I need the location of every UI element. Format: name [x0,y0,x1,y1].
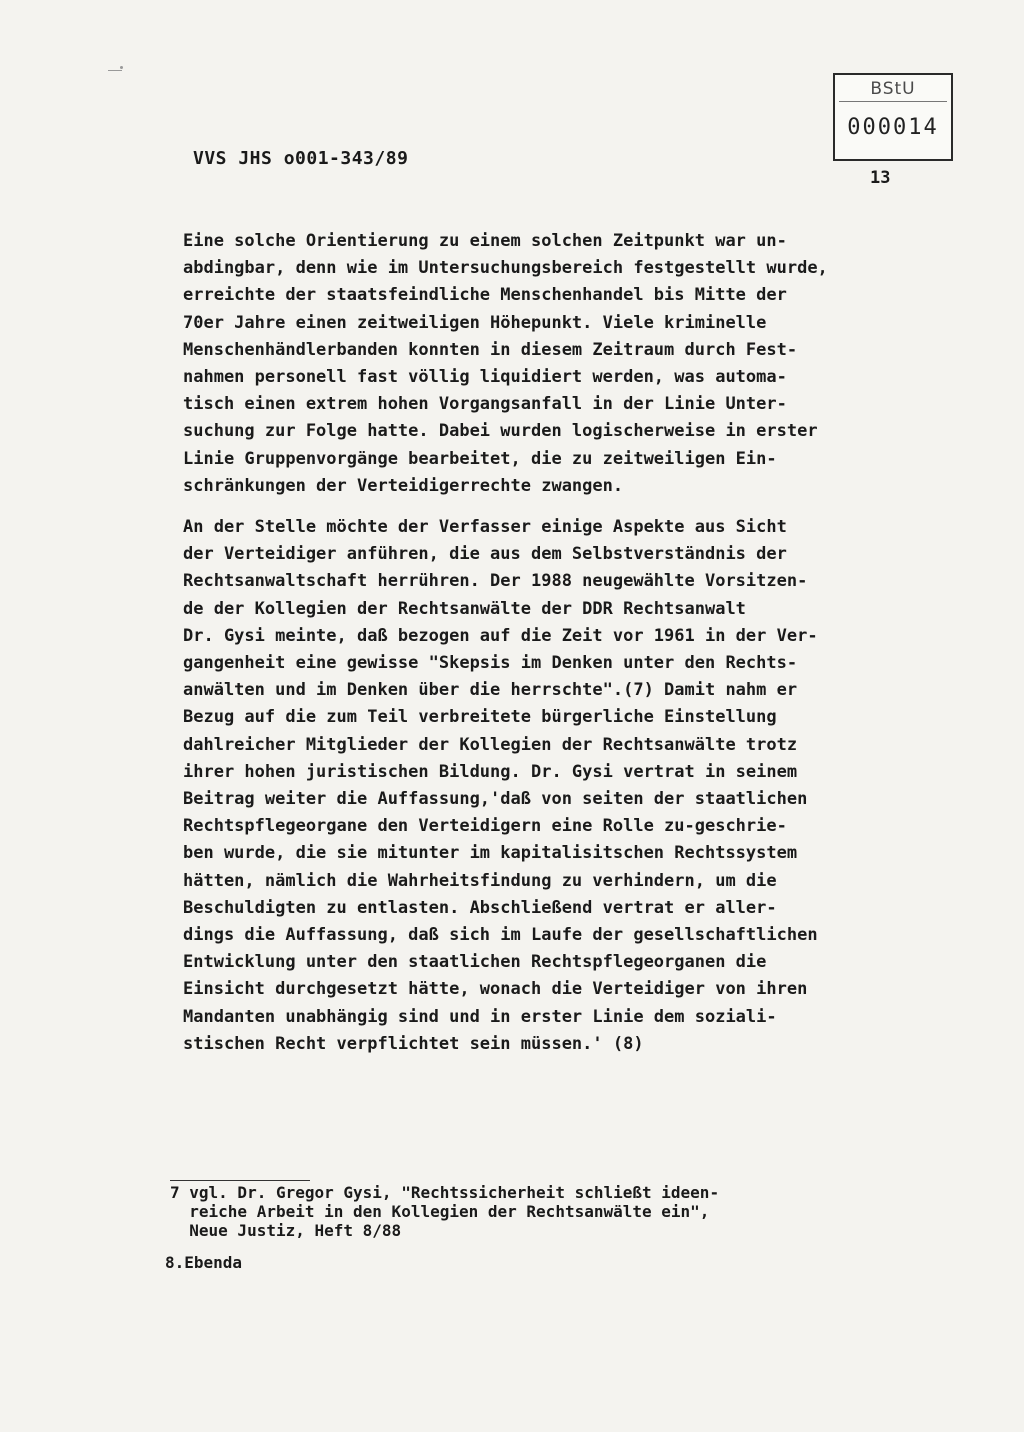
footnote-line: Neue Justiz, Heft 8/88 [170,1221,402,1240]
page-number: 13 [870,168,891,188]
text-line: de der Kollegien der Rechtsanwälte der DDR Rechtsanwalt [183,598,746,619]
text-line: Rechtspflegeorgane den Verteidigern eine Rolle zu-geschrie- [183,816,787,837]
text-line: dings die Auffassung, daß sich im Laufe der gesellschaftlichen [183,925,818,946]
text-line: nahmen personell fast völlig liquidiert werden, was automa- [183,367,787,388]
text-line: stischen Recht verpflichtet sein müssen.' (8) [183,1033,644,1054]
text-line: dahlreicher Mitglieder der Kollegien der Rechtsanwälte trotz [183,734,798,755]
text-line: erreichte der staatsfeindliche Menschenhandel bis Mitte der [183,285,787,306]
text-line: Beitrag weiter die Auffassung,'daß von seiten der staatlichen [183,789,808,810]
text-line: An der Stelle möchte der Verfasser einige Aspekte aus Sicht [183,517,787,538]
document-reference: VVS JHS o001-343/89 [193,148,409,169]
archive-stamp [833,73,953,161]
footnote-line: reiche Arbeit in den Kollegien der Rechtsanwälte ein", [170,1202,710,1221]
body-text [183,228,943,1072]
text-line: schränkungen der Verteidigerrechte zwangen. [183,475,624,496]
stamp-label: BStU [870,79,916,99]
text-line: der Verteidiger anführen, die aus dem Selbstverständnis der [183,544,787,565]
text-line: suchung zur Folge hatte. Dabei wurden logischerweise in erster [183,421,818,442]
text-line: Einsicht durchgesetzt hätte, wonach die Verteidiger von ihren [183,979,808,1000]
text-line: ihrer hohen juristischen Bildung. Dr. Gysi vertrat in seinem [183,761,798,782]
text-line: Linie Gruppenvorgänge bearbeitet, die zu zeitweiligen Ein- [183,448,777,469]
scan-mark [108,70,122,71]
text-line: Entwicklung unter den staatlichen Rechtspflegeorganen die [183,952,767,973]
text-line: ben wurde, die sie mitunter im kapitalisitschen Rechtssystem [183,843,798,864]
text-line: anwälten und im Denken über die herrschte".(7) Damit nahm er [183,680,798,701]
text-line: Beschuldigten zu entlasten. Abschließend vertrat er aller- [183,897,777,918]
text-line: abdingbar, denn wie im Untersuchungsbereich festgestellt wurde, [183,258,828,279]
text-line: Eine solche Orientierung zu einem solchen Zeitpunkt war un- [183,231,787,251]
stamp-number: 000014 [847,115,939,140]
paragraph-2 [183,514,943,1058]
text-line: 70er Jahre einen zeitweiligen Höhepunkt. Viele kriminelle [183,312,767,333]
stamp-divider [839,101,947,102]
footnote-7 [170,1183,890,1240]
text-line: hätten, nämlich die Wahrheitsfindung zu verhindern, um die [183,870,777,891]
paragraph-1 [183,228,943,500]
text-line: Rechtsanwaltschaft herrühren. Der 1988 neugewählte Vorsitzen- [183,571,808,592]
footnote-rule [170,1180,310,1181]
scan-speck [120,66,123,69]
footnote-8: 8.Ebenda [165,1253,243,1272]
text-line: Menschenhändlerbanden konnten in diesem Zeitraum durch Fest- [183,339,798,360]
text-line: Mandanten unabhängig sind und in erster Linie dem soziali- [183,1006,777,1027]
text-line: gangenheit eine gewisse "Skepsis im Denken unter den Rechts- [183,653,798,674]
footnote-line: 7 vgl. Dr. Gregor Gysi, "Rechtssicherheit schließt ideen- [170,1183,720,1202]
text-line: Bezug auf die zum Teil verbreitete bürgerliche Einstellung [183,707,777,728]
text-line: tisch einen extrem hohen Vorgangsanfall in der Linie Unter- [183,394,787,415]
text-line: Dr. Gysi meinte, daß bezogen auf die Zeit vor 1961 in der Ver- [183,625,818,646]
